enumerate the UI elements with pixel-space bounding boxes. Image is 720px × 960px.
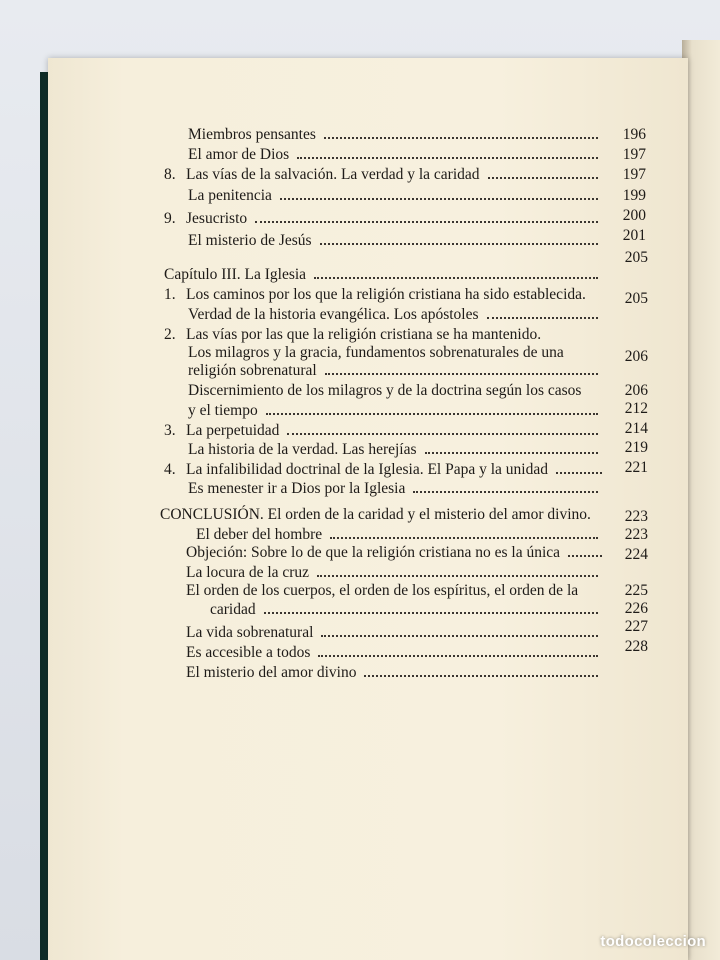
dot-leader bbox=[320, 243, 598, 245]
entry-number: 3. bbox=[164, 422, 176, 439]
dot-leader bbox=[364, 675, 598, 677]
page-number: 200 bbox=[622, 207, 646, 224]
toc-entry: Es accesible a todos bbox=[186, 644, 604, 662]
dot-leader bbox=[314, 277, 598, 279]
toc-entry: El misterio de Jesús bbox=[188, 232, 604, 250]
page-number: 214 bbox=[624, 420, 648, 437]
toc-entry: El orden de los cuerpos, el orden de los espíritus, el orden de la bbox=[186, 582, 579, 599]
toc-entry: La historia de la verdad. Las herejías bbox=[188, 441, 604, 459]
toc-entry: El deber del hombre bbox=[196, 526, 604, 544]
page-number: 199 bbox=[622, 187, 646, 204]
toc-entry: 9. Jesucristo bbox=[164, 210, 604, 228]
dot-leader bbox=[321, 635, 598, 637]
toc-entry: 1. Los caminos por los que la religión cristiana ha sido establecida. bbox=[164, 286, 586, 303]
page-number: 196 bbox=[622, 126, 646, 143]
toc-entry: El amor de Dios bbox=[188, 146, 604, 164]
page-number: 206 bbox=[624, 348, 648, 365]
page-number: 223 bbox=[624, 526, 648, 543]
dot-leader bbox=[325, 373, 598, 375]
toc-entry: caridad bbox=[210, 601, 604, 619]
toc-entry: Miembros pensantes bbox=[188, 126, 604, 144]
dot-leader bbox=[425, 452, 598, 454]
dot-leader bbox=[568, 555, 602, 557]
toc-entry: La penitencia bbox=[188, 187, 604, 205]
page-number: 219 bbox=[624, 439, 648, 456]
dot-leader bbox=[488, 177, 598, 179]
page-number: 225 bbox=[624, 582, 648, 599]
page-number: 206 bbox=[624, 382, 648, 399]
entry-number: 9. bbox=[164, 210, 176, 227]
page-number: 197 bbox=[622, 166, 646, 183]
dot-leader bbox=[266, 413, 598, 415]
page-number: 205 bbox=[624, 290, 648, 307]
toc-entry: Los milagros y la gracia, fundamentos sobrenaturales de una bbox=[188, 344, 564, 361]
toc-entry: La vida sobrenatural bbox=[186, 624, 604, 642]
page-number: 212 bbox=[624, 400, 648, 417]
toc-entry: 4. La infalibilidad doctrinal de la Iglesia. El Papa y la unidad bbox=[164, 461, 608, 479]
entry-number: 8. bbox=[164, 166, 176, 183]
page-number: 201 bbox=[622, 227, 646, 244]
watermark-logo: todocoleccion bbox=[600, 933, 706, 950]
dot-leader bbox=[318, 655, 598, 657]
dot-leader bbox=[317, 575, 598, 577]
dot-leader bbox=[413, 491, 598, 493]
dot-leader bbox=[297, 157, 598, 159]
page-number: 221 bbox=[624, 459, 648, 476]
dot-leader bbox=[264, 612, 598, 614]
page-number: 205 bbox=[624, 249, 648, 266]
page-number: 228 bbox=[624, 638, 648, 655]
toc-entry: religión sobrenatural bbox=[188, 362, 604, 380]
page-number: 227 bbox=[624, 618, 648, 635]
toc-entry: 8. Las vías de la salvación. La verdad y la caridad bbox=[164, 166, 604, 184]
dot-leader bbox=[255, 221, 598, 223]
page-number: 226 bbox=[624, 600, 648, 617]
entry-number: 1. bbox=[164, 286, 176, 303]
toc-entry: Objeción: Sobre lo de que la religión cristiana no es la única bbox=[186, 544, 608, 562]
dot-leader bbox=[330, 537, 598, 539]
chapter-heading: Capítulo III. La Iglesia bbox=[164, 266, 604, 284]
toc-entry: La locura de la cruz bbox=[186, 564, 604, 582]
page-number: 223 bbox=[624, 508, 648, 525]
dot-leader bbox=[287, 433, 598, 435]
dot-leader bbox=[324, 137, 598, 139]
toc-entry: 3. La perpetuidad bbox=[164, 422, 604, 440]
toc-entry: Discernimiento de los milagros y de la doctrina según los casos bbox=[188, 382, 582, 399]
conclusion-heading: CONCLUSIÓN. El orden de la caridad y el misterio del amor divino. bbox=[160, 506, 591, 523]
toc-entry: Es menester ir a Dios por la Iglesia bbox=[188, 480, 604, 498]
toc-entry: y el tiempo bbox=[188, 402, 604, 420]
toc-entry: El misterio del amor divino bbox=[186, 664, 604, 682]
dot-leader bbox=[556, 472, 602, 474]
entry-number: 4. bbox=[164, 461, 176, 478]
entry-number: 2. bbox=[164, 326, 176, 343]
toc-entry: 2. Las vías por las que la religión cristiana se ha mantenido. bbox=[164, 326, 542, 343]
page-number: 224 bbox=[624, 546, 648, 563]
page-number: 197 bbox=[622, 146, 646, 163]
toc-entry: Verdad de la historia evangélica. Los apóstoles bbox=[188, 306, 604, 324]
dot-leader bbox=[280, 198, 598, 200]
dot-leader bbox=[487, 317, 598, 319]
